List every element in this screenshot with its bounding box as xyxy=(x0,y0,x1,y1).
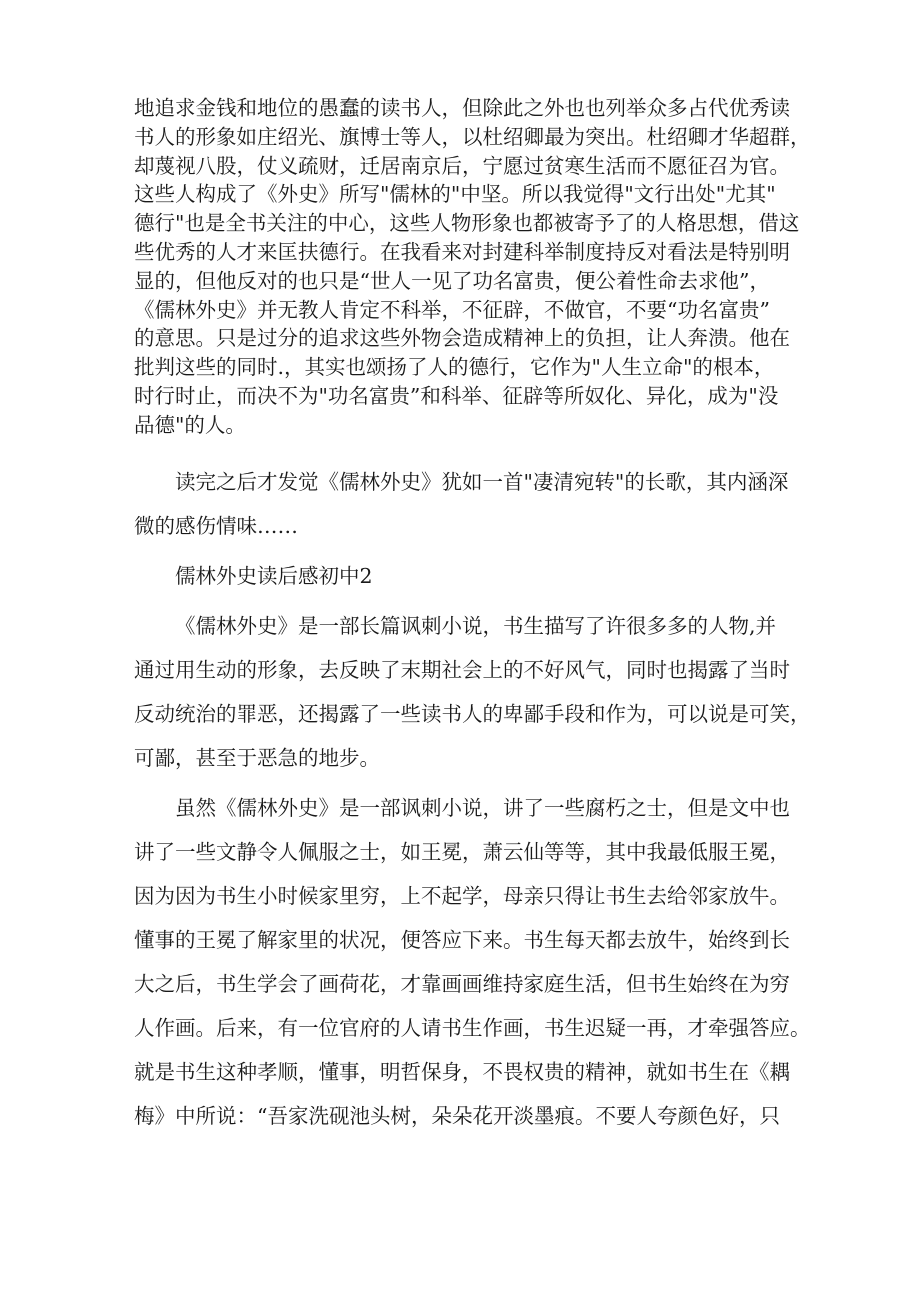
paragraph-wang-mian xyxy=(134,786,811,1138)
text-line: 读完之后才发觉《儒林外史》犹如一首"凄清宛转"的长歌，其内涵深 xyxy=(175,469,789,494)
text-line: 这些人构成了《外史》所写"儒林的"中坚。所以我觉得"文行出处"尤其" xyxy=(134,182,776,207)
text-line: 德行"也是全书关注的中心，这些人物形象也都被寄予了的人格思想，借这 xyxy=(134,211,800,236)
text-line: 些优秀的人才来匡扶德行。在我看来对封建科举制度持反对看法是特别明 xyxy=(134,239,790,264)
text-line: 因为因为书生小时候家里穷，上不起学，母亲只得让书生去给邻家放牛。 xyxy=(134,883,790,908)
text-line: 大之后，书生学会了画荷花，才靠画画维持家庭生活，但书生始终在为穷 xyxy=(134,971,790,996)
text-line: 通过用生动的形象，去反映了末期社会上的不好风气，同时也揭露了当时 xyxy=(134,657,790,682)
text-line: 可鄙，甚至于恶急的地步。 xyxy=(134,745,380,770)
text-line: 梅》中所说：“吾家洗砚池头树，朵朵花开淡墨痕。不要人夸颜色好，只 xyxy=(134,1103,780,1128)
text-line: 《儒林外史》是一部长篇讽刺小说，书生描写了许很多多的人物,并 xyxy=(175,613,777,638)
document-page xyxy=(134,94,811,1138)
text-line: 讲了一些文静令人佩服之士，如王冕，萧云仙等等，其中我最低服王冕， xyxy=(134,839,790,864)
text-line: 品德"的人。 xyxy=(134,412,246,437)
text-line: 就是书生这种孝顺，懂事，明哲保身，不畏权贵的精神，就如书生在《耦 xyxy=(134,1059,790,1084)
text-line: 时行时止，而决不为"功名富贵”和科举、征辟等所奴化、异化，成为"没 xyxy=(134,383,779,408)
text-line: 的意思。只是过分的追求这些外物会造成精神上的负担，让人奔溃。他在 xyxy=(134,326,790,351)
text-line: 虽然《儒林外史》是一部讽刺小说，讲了一些腐朽之士，但是文中也 xyxy=(175,795,790,820)
text-line: 显的，但他反对的也只是“世人一见了功名富贵，便公着性命去求他”， xyxy=(134,268,770,293)
paragraph-intro xyxy=(134,604,811,780)
paragraph-continued xyxy=(134,94,811,440)
text-line: 人作画。后来，有一位官府的人请书生作画，书生迟疑一再，才牵强答应。 xyxy=(134,1015,811,1040)
text-line: 《儒林外史》并无教人肯定不科举，不征辟，不做官，不要“功名富贵” xyxy=(134,297,770,322)
text-line: 批判这些的同时.，其实也颂扬了人的德行，它作为"人生立命"的根本， xyxy=(134,355,775,380)
text-line: 懂事的王冕了解家里的状况，便答应下来。书生每天都去放牛，始终到长 xyxy=(134,927,790,952)
text-line: 书人的形象如庄绍光、旗博士等人，以杜绍卿最为突出。杜绍卿才华超群， xyxy=(134,124,811,149)
text-line: 反动统治的罪恶，还揭露了一些读书人的卑鄙手段和作为，可以说是可笑， xyxy=(134,701,811,726)
text-line: 却蔑视八股，仗义疏财，迁居南京后，宁愿过贫寒生活而不愿征召为官。 xyxy=(134,153,790,178)
paragraph-closing xyxy=(134,460,790,548)
essay-heading-block xyxy=(134,554,790,598)
essay-heading: 儒林外史读后感初中2 xyxy=(175,563,373,588)
text-line: 地追求金钱和地位的愚蠢的读书人，但除此之外也也列举众多占代优秀读 xyxy=(134,96,790,120)
text-line: 微的感伤情味…… xyxy=(134,513,298,538)
